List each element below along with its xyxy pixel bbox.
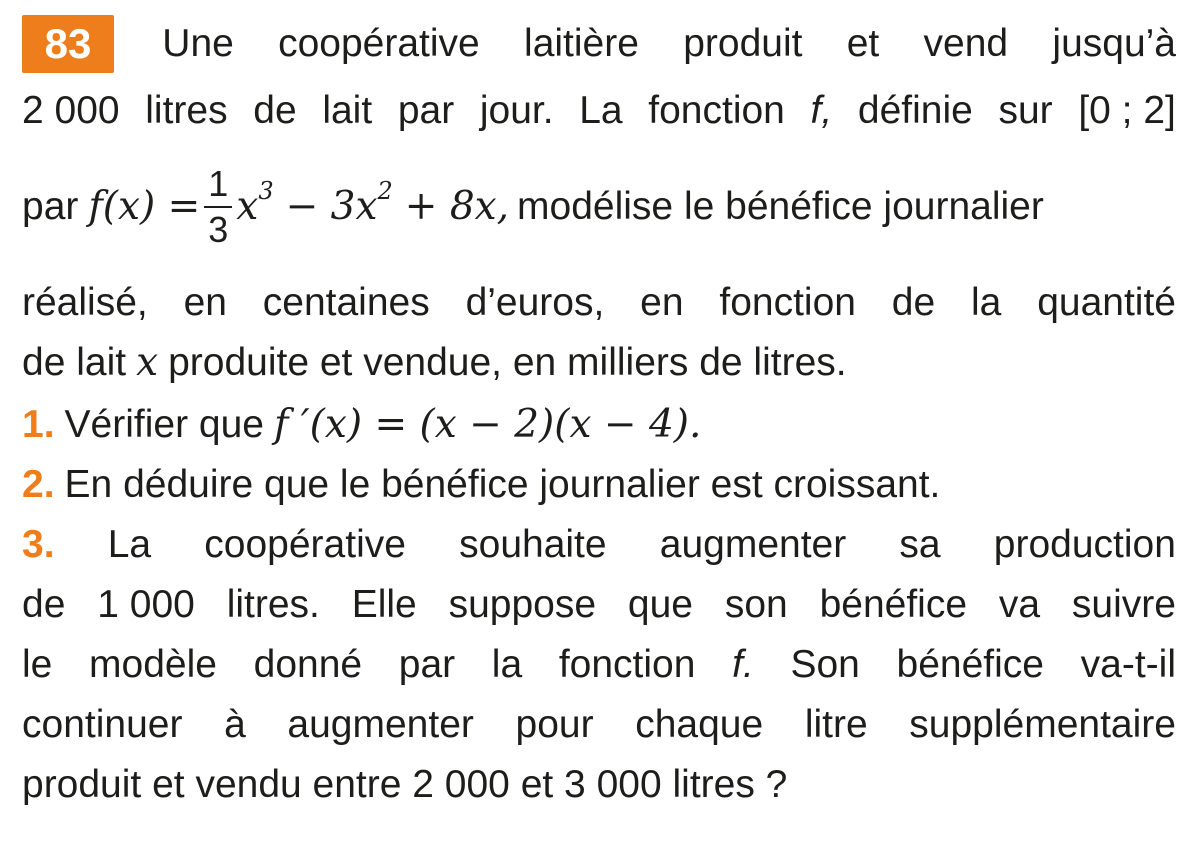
word: pour bbox=[515, 703, 594, 746]
exponent-3: 3 bbox=[258, 177, 274, 205]
exponent-2: 2 bbox=[377, 177, 393, 205]
function-name-f: f, bbox=[810, 89, 833, 132]
function-name-f: f. bbox=[732, 643, 754, 686]
word: par bbox=[398, 643, 456, 686]
word: suppose bbox=[448, 583, 597, 626]
formula-term-3x2: − $3x^2$ bbox=[285, 177, 393, 229]
exercise-number-badge: 83 bbox=[22, 15, 114, 73]
word: que bbox=[627, 583, 693, 626]
intro-line-5 bbox=[22, 336, 1176, 390]
formula-term-x3: $x^3$ bbox=[236, 177, 274, 229]
interval: [0 ; 2] bbox=[1078, 89, 1176, 132]
formula-lhs: f(x) = bbox=[88, 184, 201, 229]
word: produit bbox=[683, 22, 803, 65]
word: Son bbox=[790, 643, 860, 686]
word: centaines bbox=[262, 281, 430, 324]
word: souhaite bbox=[459, 523, 607, 566]
word: de bbox=[891, 281, 936, 324]
word: et bbox=[846, 22, 880, 65]
word: supplémentaire bbox=[909, 703, 1176, 746]
word: litres. bbox=[226, 583, 320, 626]
question-3-line-3 bbox=[22, 638, 1176, 692]
derivative-expression: f ′(x) = (x − 2)(x − 4). bbox=[273, 402, 702, 447]
variable-x: x bbox=[136, 340, 159, 385]
word: Elle bbox=[351, 583, 417, 626]
question-number: 3. bbox=[22, 523, 55, 566]
exercise-83 bbox=[22, 14, 1182, 814]
fraction-bar bbox=[204, 206, 232, 208]
word: vend bbox=[923, 22, 1009, 65]
word: augmenter bbox=[659, 523, 847, 566]
word: lait bbox=[322, 89, 373, 132]
word: fonction bbox=[558, 643, 696, 686]
word: coopérative bbox=[204, 523, 406, 566]
question-3-line-5 bbox=[22, 758, 1176, 812]
word: La bbox=[579, 89, 623, 132]
question-text: Vérifier que bbox=[64, 403, 264, 446]
question-3-line-2 bbox=[22, 578, 1176, 632]
word: en bbox=[640, 281, 684, 324]
word: va bbox=[998, 583, 1041, 626]
word: augmenter bbox=[287, 703, 474, 746]
formula-term-8x: + 8x, bbox=[404, 184, 510, 229]
word: 2 000 bbox=[22, 89, 120, 132]
question-3-line-4 bbox=[22, 698, 1176, 752]
word: litre bbox=[804, 703, 868, 746]
word: production bbox=[993, 523, 1176, 566]
intro-line-3-formula bbox=[22, 152, 1176, 262]
word: le bbox=[22, 643, 53, 686]
word: donné bbox=[253, 643, 363, 686]
word: bénéfice bbox=[819, 583, 968, 626]
word: litres bbox=[145, 89, 228, 132]
fraction-numerator: 1 bbox=[208, 163, 229, 204]
word: Une bbox=[162, 22, 234, 65]
intro-line-4 bbox=[22, 276, 1176, 330]
word: continuer bbox=[22, 703, 183, 746]
formula-tail-text: modélise le bénéfice journalier bbox=[517, 185, 1044, 228]
word: par bbox=[22, 185, 79, 228]
word: la bbox=[491, 643, 523, 686]
word: jusqu’à bbox=[1052, 22, 1176, 65]
intro-line-2 bbox=[22, 84, 1176, 138]
word: définie bbox=[857, 89, 973, 132]
word: chaque bbox=[635, 703, 764, 746]
text-segment: produit et vendu entre 2 000 et 3 000 litres ? bbox=[22, 763, 788, 806]
word: 1 000 bbox=[97, 583, 195, 626]
word: suivre bbox=[1071, 583, 1176, 626]
word: bénéfice bbox=[896, 643, 1044, 686]
word: fonction bbox=[648, 89, 785, 132]
word: La bbox=[107, 523, 152, 566]
word: modèle bbox=[89, 643, 217, 686]
word: de bbox=[22, 583, 66, 626]
text-segment: de lait bbox=[22, 341, 127, 384]
question-text: En déduire que le bénéfice journalier est croissant. bbox=[64, 463, 941, 506]
word: coopérative bbox=[278, 22, 480, 65]
word: d’euros, bbox=[465, 281, 605, 324]
question-3-line-1 bbox=[22, 518, 1176, 572]
word: à bbox=[224, 703, 246, 746]
intro-line-1 bbox=[22, 14, 1176, 74]
word: jour. bbox=[479, 89, 554, 132]
word: va-t-il bbox=[1080, 643, 1176, 686]
question-2 bbox=[22, 458, 1176, 512]
word: fonction bbox=[719, 281, 856, 324]
question-1 bbox=[22, 398, 1176, 452]
word: son bbox=[724, 583, 788, 626]
fraction-denominator: 3 bbox=[208, 209, 229, 250]
word: réalisé, bbox=[22, 281, 148, 324]
word: quantité bbox=[1037, 281, 1176, 324]
question-number: 2. bbox=[22, 463, 55, 506]
word: de bbox=[253, 89, 297, 132]
word: sur bbox=[998, 89, 1053, 132]
question-number: 1. bbox=[22, 403, 55, 446]
word: laitière bbox=[524, 22, 639, 65]
word: en bbox=[183, 281, 227, 324]
word: sa bbox=[899, 523, 941, 566]
text-segment: produite et vendue, en milliers de litres. bbox=[168, 341, 847, 384]
fraction-one-third bbox=[204, 163, 232, 250]
word: la bbox=[971, 281, 1002, 324]
word: par bbox=[397, 89, 455, 132]
